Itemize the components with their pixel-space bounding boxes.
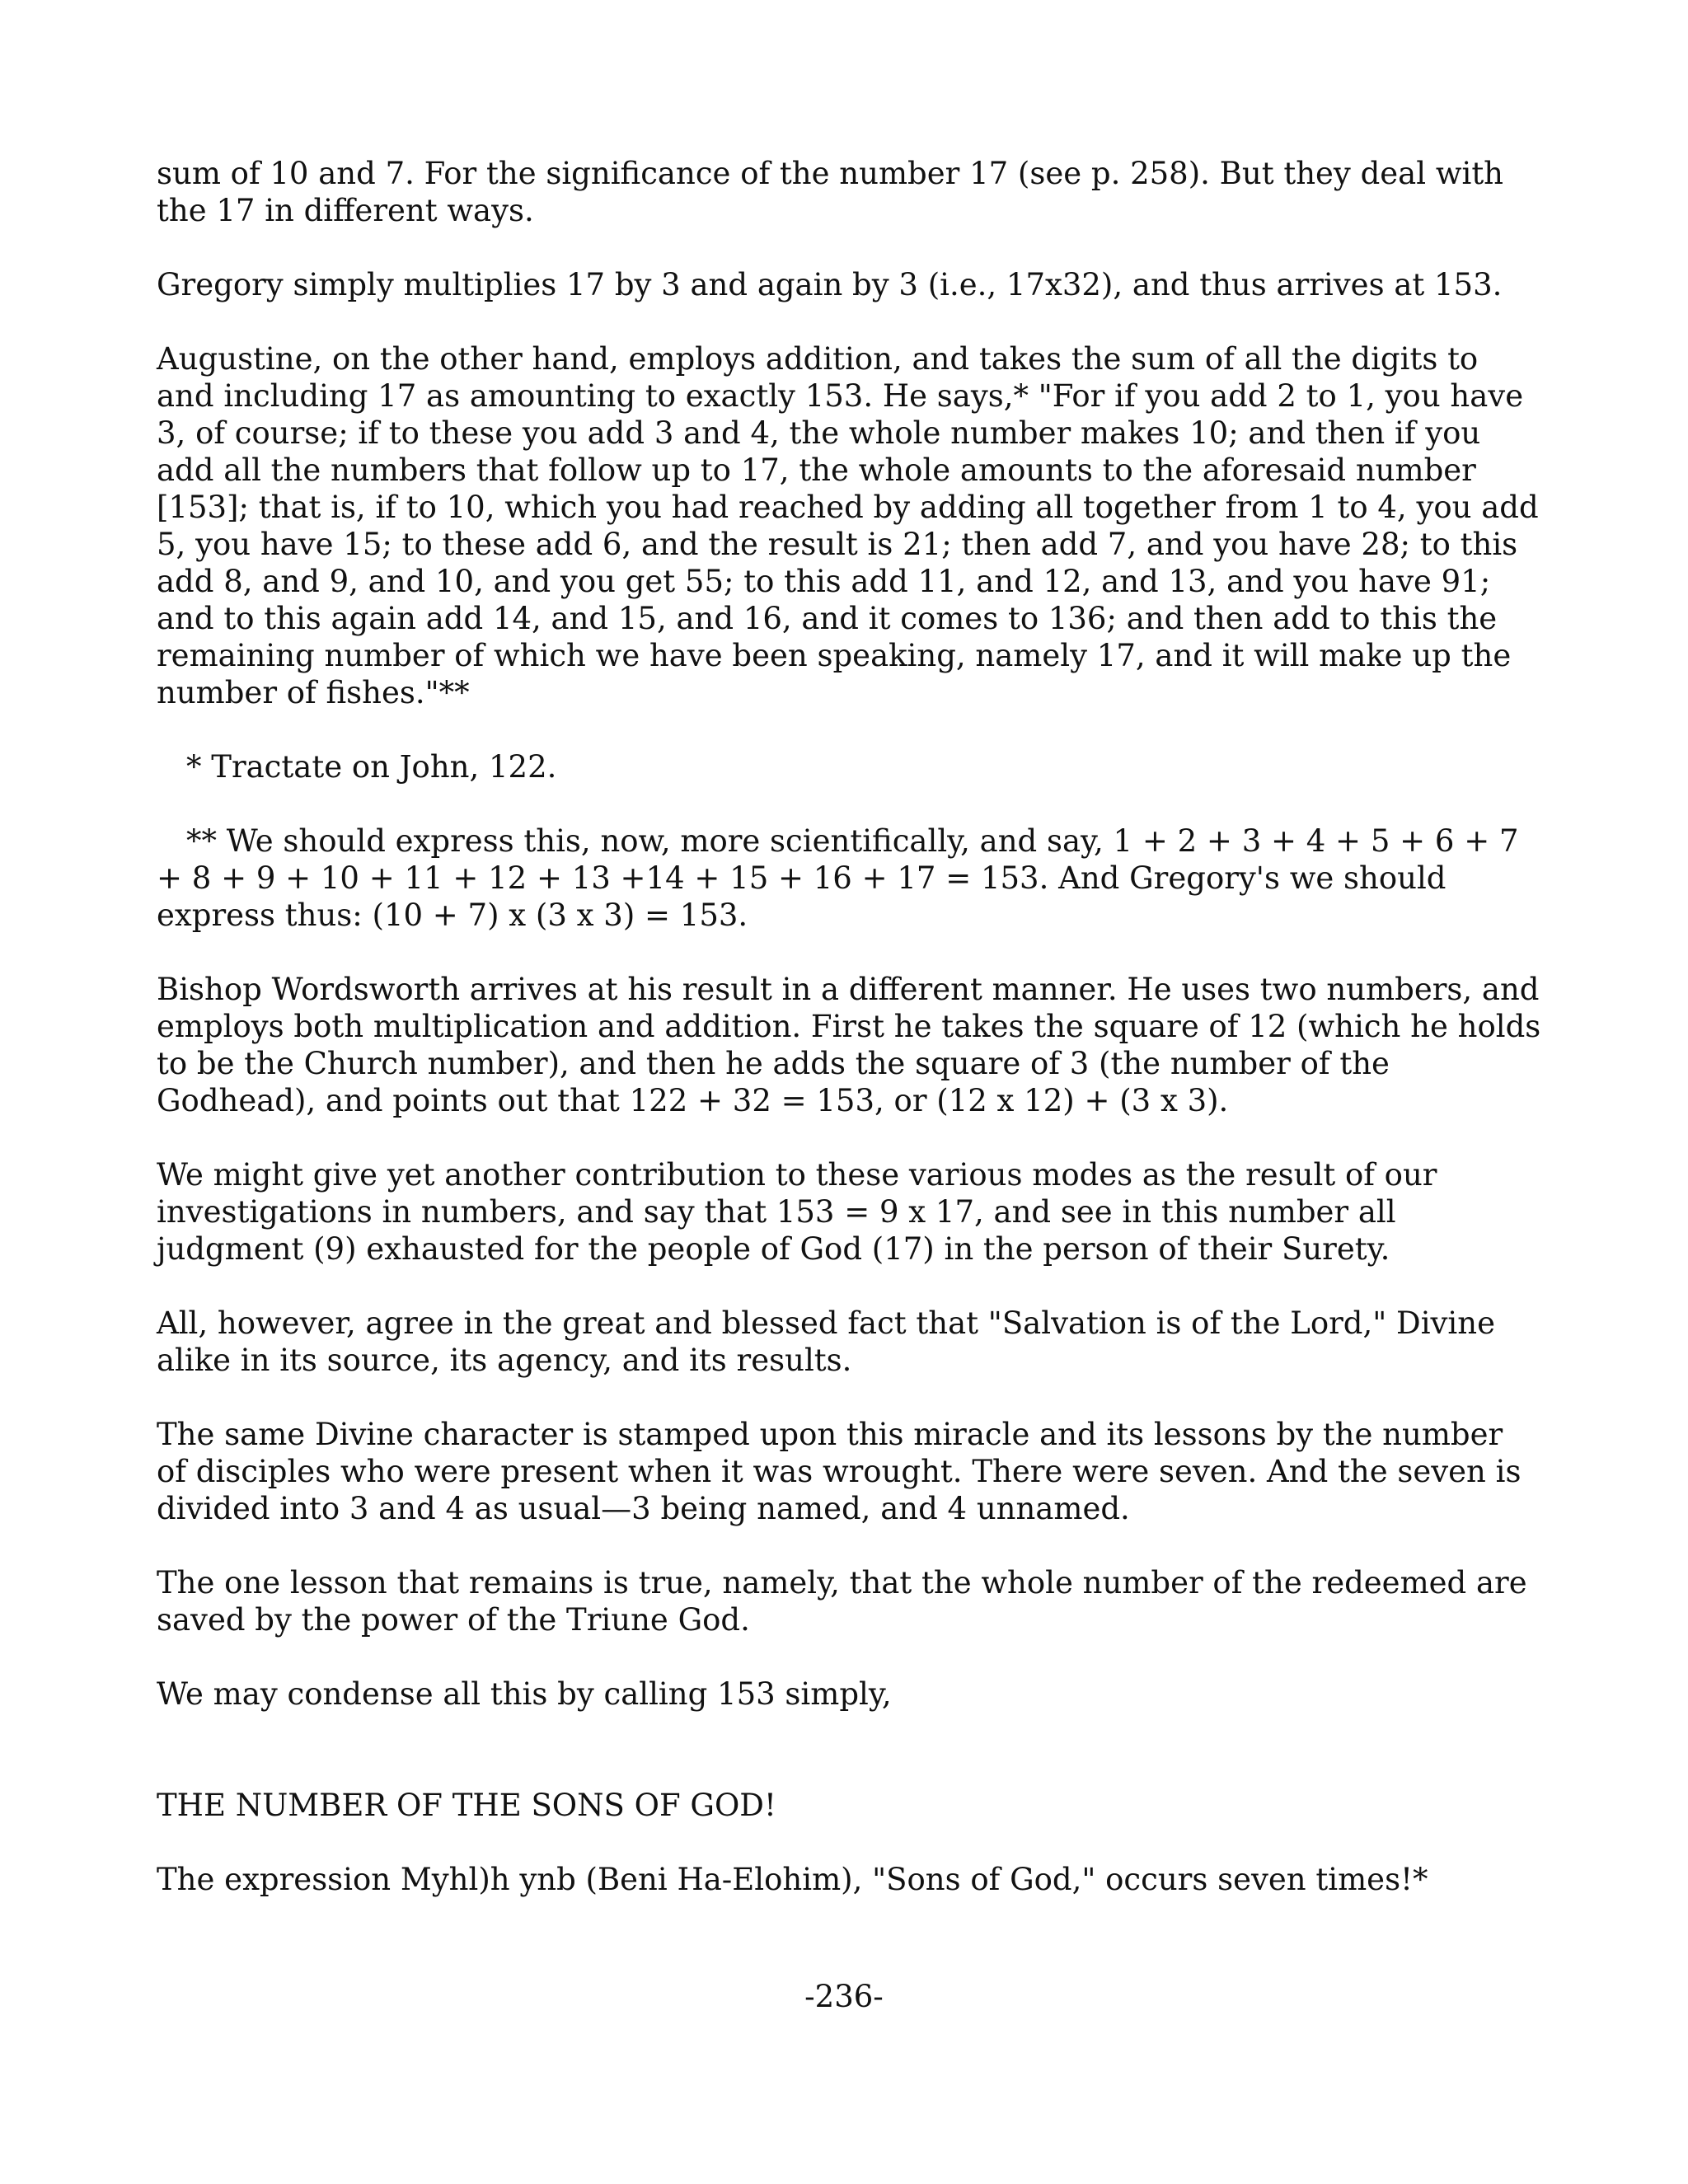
footnote-tractate: * Tractate on John, 122. <box>186 749 557 785</box>
paragraph-gregory: Gregory simply multiplies 17 by 3 and again by 3 (i.e., 17x32), and thus arrives at 153. <box>157 267 1503 302</box>
paragraph-contribution: We might give yet another contribution to these various modes as the result of our investigations in numbers, and say that 153 = 9 x 17, and see in this number all judgment (9) exhausted for the people of God (17) in the person of their Surety. <box>157 1157 1437 1267</box>
footnote-scientific: ** We should express this, now, more scientifically, and say, 1 + 2 + 3 + 4 + 5 + 6 + 7 + 8 + 9 + 10 + 11 + 12 + 13 +14 + 15 + 16 + 17 = 153. And Gregory's we should express thus: (10 + 7) x (3 x 3) = 153. <box>157 823 1519 933</box>
page-number: -236- <box>804 1979 884 2014</box>
paragraph-condense: We may condense all this by calling 153 simply, <box>157 1676 892 1712</box>
paragraph-agreement: All, however, agree in the great and blessed fact that "Salvation is of the Lord," Divine alike in its source, its agency, and its results. <box>157 1305 1495 1378</box>
paragraph-wordsworth: Bishop Wordsworth arrives at his result in a different manner. He uses two numbers, and employs both multiplication and addition. First he takes the square of 12 (which he holds to be the Church number), and then he adds the square of 3 (the number of the Godhead), and points out that 122 + 32 = 153, or (12 x 12) + (3 x 3). <box>157 972 1541 1118</box>
paragraph-augustine: Augustine, on the other hand, employs addition, and takes the sum of all the digits to and including 17 as amounting to exactly 153. He says,* "For if you add 2 to 1, you have 3, of course; if to these you add 3 and 4, the whole number makes 10; and then if you add all the numbers that follow up to 17, the whole amounts to the aforesaid number [153]; that is, if to 10, which you had reached by adding all together from 1 to 4, you add 5, you have 15; to these add 6, and the result is 21; then add 7, and you have 28; to this add 8, and 9, and 10, and you get 55; to this add 11, and 12, and 13, and you have 91; and to this again add 14, and 15, and 16, and it comes to 136; and then add to this the remaining number of which we have been speaking, namely 17, and it will make up the number of fishes."** <box>157 341 1539 710</box>
page-body <box>157 155 1541 1935</box>
paragraph-lesson: The one lesson that remains is true, namely, that the whole number of the redeemed are saved by the power of the Triune God. <box>157 1565 1527 1638</box>
section-heading: THE NUMBER OF THE SONS OF GOD! <box>157 1788 776 1823</box>
paragraph-disciples: The same Divine character is stamped upon this miracle and its lessons by the number of disciples who were present when it was wrought. There were seven. And the seven is divided into 3 and 4 as usual—3 being named, and 4 unnamed. <box>157 1417 1522 1526</box>
paragraph-intro: sum of 10 and 7. For the significance of the number 17 (see p. 258). But they deal with the 17 in different ways. <box>157 156 1504 228</box>
paragraph-sons-of-god: The expression Myhl)h ynb (Beni Ha-Elohim), "Sons of God," occurs seven times!* <box>157 1862 1428 1897</box>
